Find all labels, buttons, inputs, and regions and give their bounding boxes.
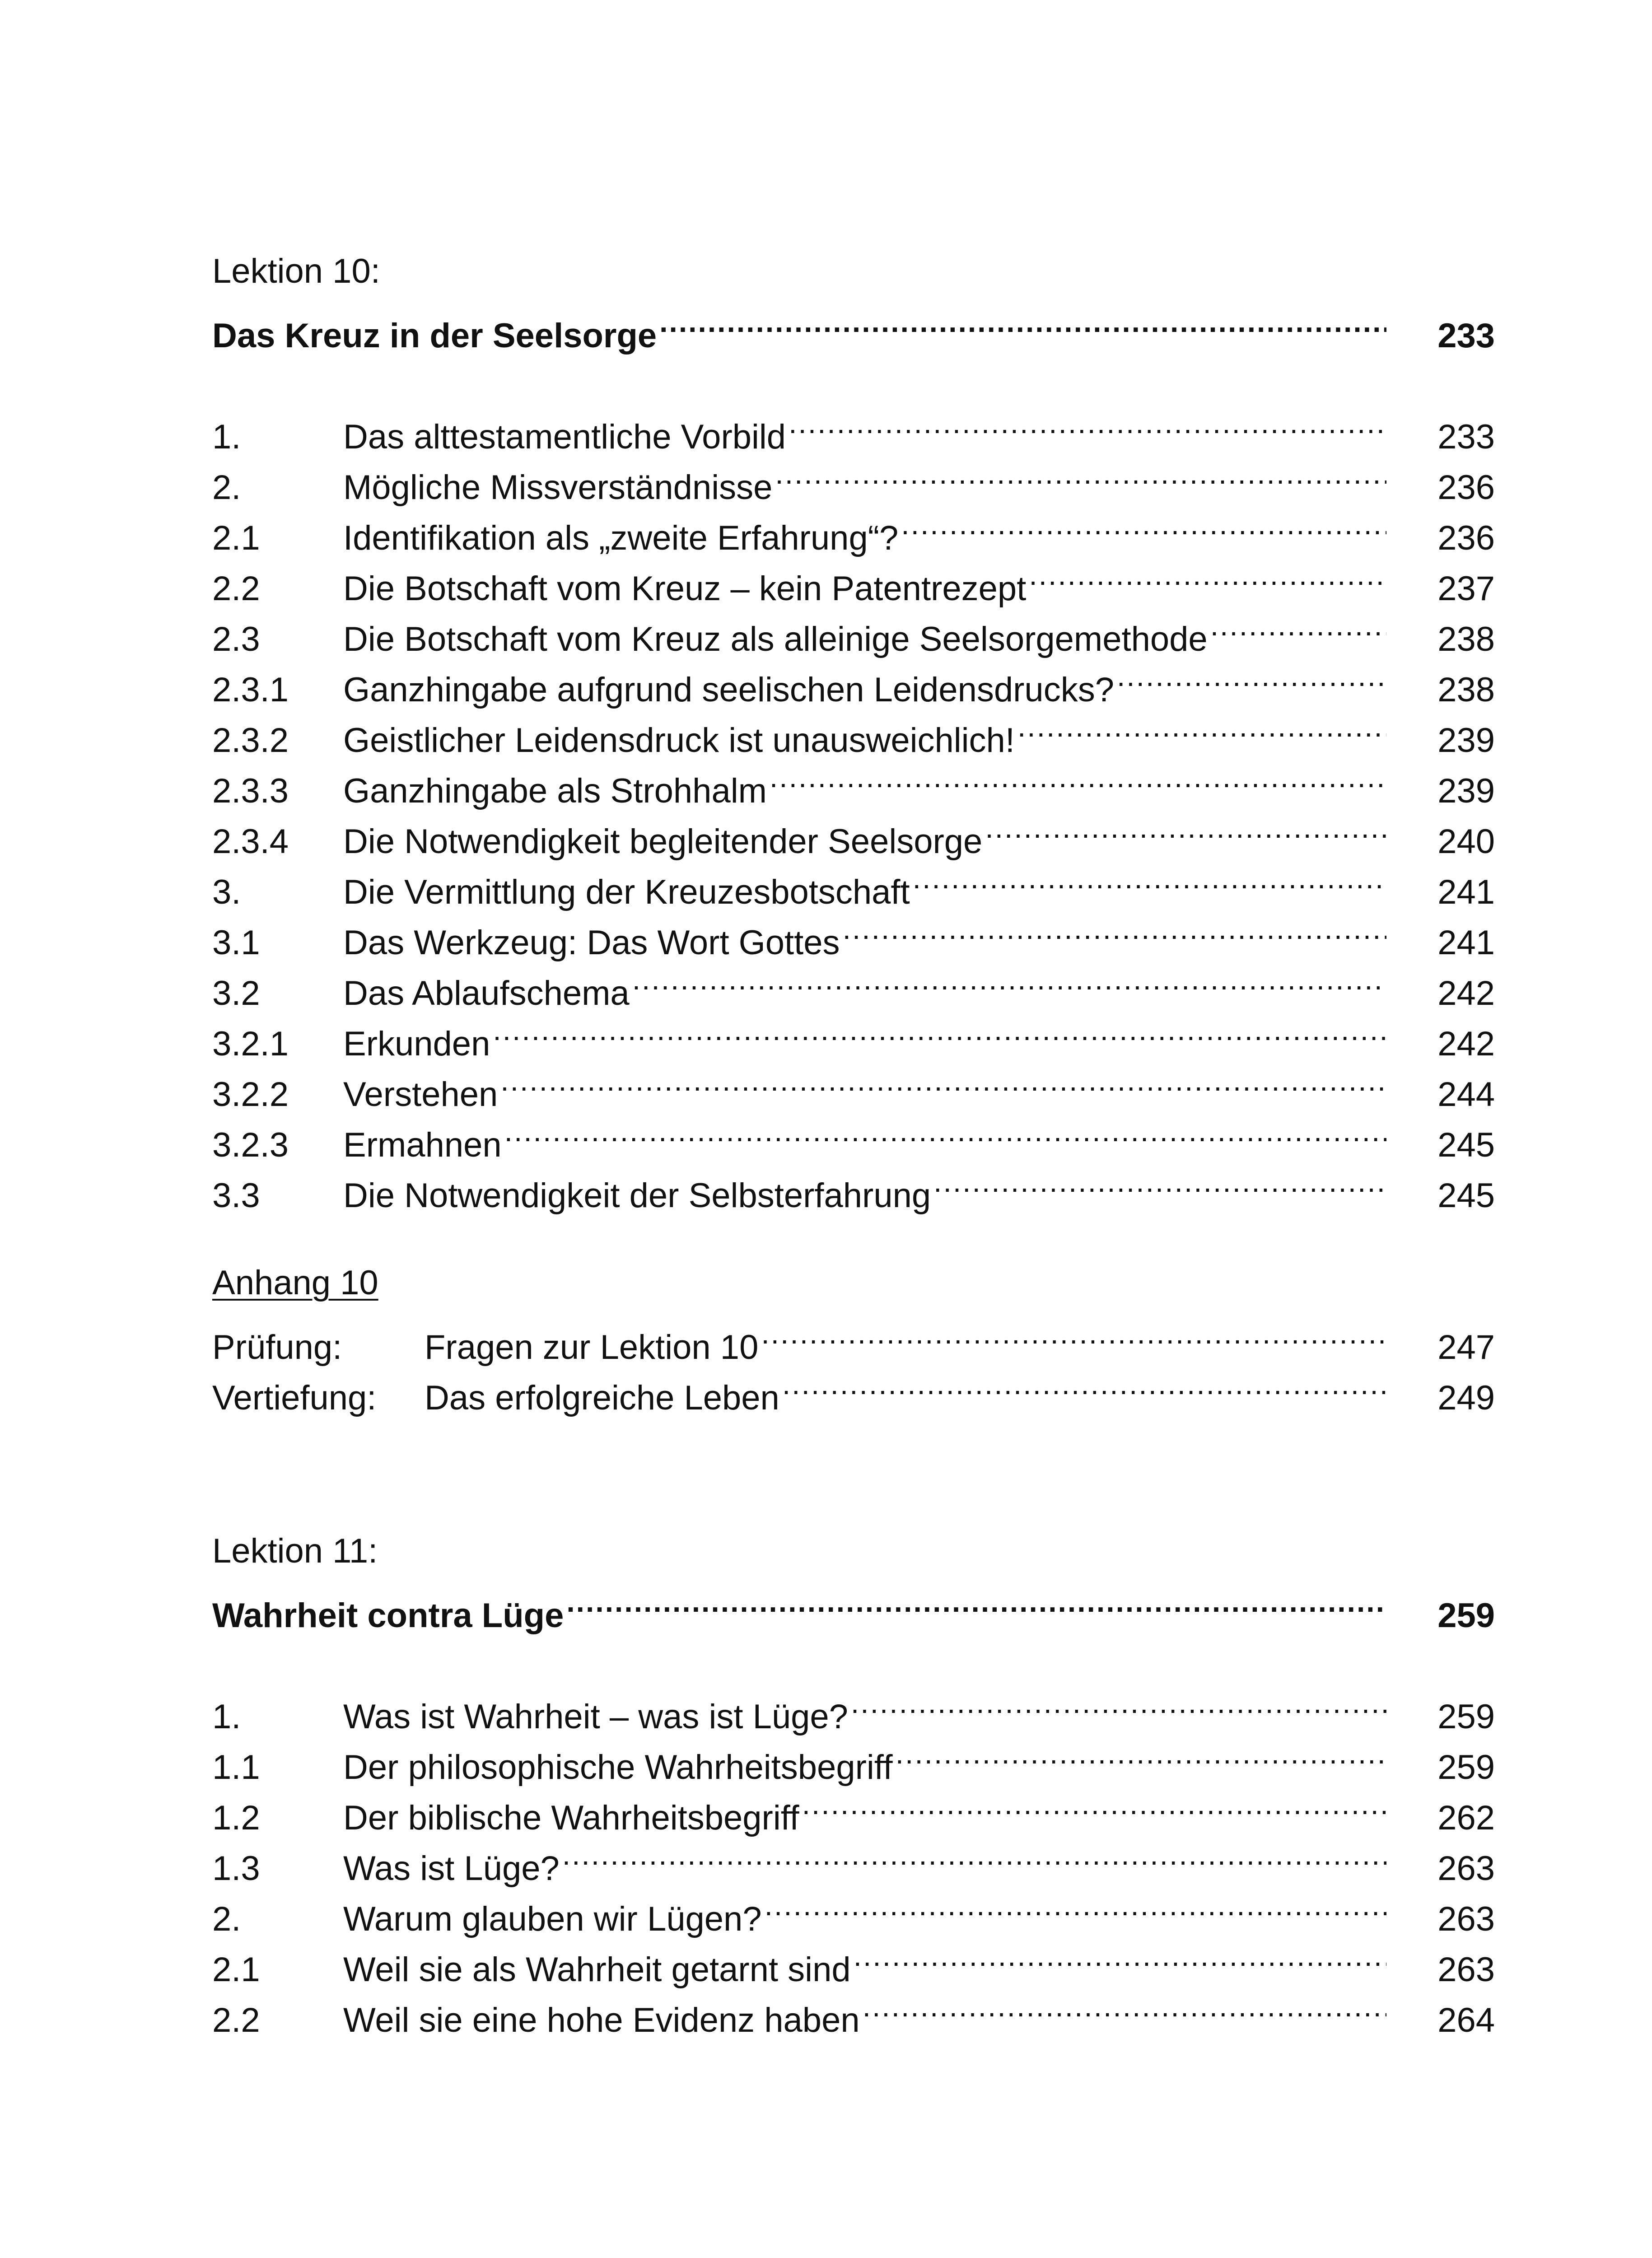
entry-page: 259: [1437, 1698, 1495, 1736]
dot-leader: [933, 1157, 1386, 1207]
entry-number: 2.2: [212, 2001, 260, 2039]
entry-page: 259: [1437, 1748, 1495, 1787]
entry-title: Die Vermittlung der Kreuzesbotschaft: [343, 873, 910, 911]
lesson-11-title: Wahrheit contra Lüge: [212, 1596, 564, 1635]
entry-number: 2.: [212, 1900, 241, 1938]
appendix-entry-title: Das erfolgreiche Leben: [425, 1379, 779, 1417]
entry-page: 263: [1437, 1900, 1495, 1938]
dot-leader: [632, 954, 1386, 1005]
entry-number: 2.3: [212, 620, 260, 658]
lesson-11-label-row: [212, 1526, 1495, 1577]
entry-title: Der philosophische Wahrheitsbegriff: [343, 1748, 893, 1787]
entry-page: 242: [1437, 974, 1495, 1012]
entry-number: 2.3.1: [212, 671, 289, 709]
appendix-entry-title: Fragen zur Lektion 10: [425, 1328, 759, 1367]
entry-title: Das Ablaufschema: [343, 974, 630, 1012]
entry-number: 3.2: [212, 974, 260, 1012]
entry-title: Ganzhingabe aufgrund seelischen Leidensdrucks?: [343, 671, 1114, 709]
entry-page: 239: [1437, 772, 1495, 810]
entry-page: 233: [1437, 418, 1495, 456]
entry-title: Ganzhingabe als Strohhalm: [343, 772, 767, 810]
dot-leader: [1117, 651, 1386, 701]
entry-page: 264: [1437, 2001, 1495, 2039]
dot-leader: [659, 297, 1386, 347]
entry-title: Geistlicher Leidensdruck ist unausweichlich!: [343, 721, 1015, 760]
lesson-10-title: Das Kreuz in der Seelsorge: [212, 317, 657, 355]
entry-number: 2.2: [212, 569, 260, 608]
entry-page: 263: [1437, 1849, 1495, 1888]
entry-number: 2.1: [212, 1950, 260, 1989]
entry-title: Erkunden: [343, 1025, 490, 1063]
dot-leader: [775, 448, 1386, 499]
dot-leader: [863, 1981, 1386, 2032]
dot-leader: [500, 1055, 1386, 1106]
appendix-entry-page: 249: [1437, 1379, 1495, 1417]
dot-leader: [1017, 701, 1386, 752]
entry-title: Weil sie eine hohe Evidenz haben: [343, 2001, 860, 2039]
dot-leader: [566, 1577, 1386, 1627]
entry-title: Weil sie als Wahrheit getarnt sind: [343, 1950, 851, 1989]
entry-number: 2.: [212, 468, 241, 507]
dot-leader: [802, 1779, 1386, 1829]
entry-number: 3.1: [212, 924, 260, 962]
dot-leader: [854, 1931, 1386, 1981]
dot-leader: [1210, 600, 1386, 651]
entry-number: 1.: [212, 418, 241, 456]
dot-leader: [782, 1359, 1386, 1409]
entry-number: 2.1: [212, 519, 260, 557]
entry-number: 3.2.1: [212, 1025, 289, 1063]
entry-page: 240: [1437, 822, 1495, 861]
entry-title: Identifikation als „zweite Erfahrung“?: [343, 519, 899, 557]
entry-number: 1.: [212, 1698, 241, 1736]
entry-title: Was ist Lüge?: [343, 1849, 560, 1888]
entry-number: 3.: [212, 873, 241, 911]
entry-title: Der biblische Wahrheitsbegriff: [343, 1799, 799, 1837]
dot-leader: [504, 1106, 1386, 1157]
entry-title: Die Notwendigkeit der Selbsterfahrung: [343, 1176, 931, 1215]
lesson-10-label-row: [212, 246, 1495, 297]
dot-leader: [985, 802, 1386, 853]
entry-number: 3.2.2: [212, 1075, 289, 1114]
dot-leader: [765, 1880, 1386, 1931]
dot-leader: [913, 853, 1386, 904]
entry-number: 2.3.4: [212, 822, 289, 861]
lesson-11-entries: [212, 1678, 1495, 2039]
entry-page: 236: [1437, 519, 1495, 557]
appendix-entry-label: Vertiefung:: [212, 1379, 377, 1417]
toc-entry: [212, 398, 1495, 456]
entry-number: 3.3: [212, 1176, 260, 1215]
lesson-10-entries: [212, 398, 1495, 1215]
spacer: [212, 1409, 1495, 1526]
dot-leader: [761, 1308, 1386, 1359]
entry-number: 1.1: [212, 1748, 260, 1787]
appendix-entry: [212, 1308, 1495, 1367]
entry-page: 262: [1437, 1799, 1495, 1837]
entry-number: 2.3.3: [212, 772, 289, 810]
entry-title: Das alttestamentliche Vorbild: [343, 418, 786, 456]
entry-page: 241: [1437, 924, 1495, 962]
lesson-11-title-row: [212, 1577, 1495, 1635]
entry-page: 242: [1437, 1025, 1495, 1063]
entry-title: Ermahnen: [343, 1126, 502, 1164]
dot-leader: [843, 904, 1386, 954]
entry-page: 238: [1437, 671, 1495, 709]
entry-number: 2.3.2: [212, 721, 289, 760]
entry-title: Verstehen: [343, 1075, 498, 1114]
entry-page: 263: [1437, 1950, 1495, 1989]
appendix-entry-page: 247: [1437, 1328, 1495, 1367]
entry-page: 241: [1437, 873, 1495, 911]
entry-page: 237: [1437, 569, 1495, 608]
dot-leader: [1029, 550, 1386, 600]
entry-page: 245: [1437, 1176, 1495, 1215]
dot-leader: [901, 499, 1386, 550]
entry-number: 1.2: [212, 1799, 260, 1837]
appendix-entry-label: Prüfung:: [212, 1328, 342, 1367]
entry-title: Was ist Wahrheit – was ist Lüge?: [343, 1698, 848, 1736]
entry-title: Warum glauben wir Lügen?: [343, 1900, 762, 1938]
dot-leader: [789, 398, 1386, 448]
dot-leader: [896, 1728, 1386, 1779]
dot-leader: [562, 1829, 1386, 1880]
entry-page: 239: [1437, 721, 1495, 760]
lesson-10-page: 233: [1437, 317, 1495, 355]
entry-number: 3.2.3: [212, 1126, 289, 1164]
appendix-10-heading-row: [212, 1258, 1495, 1308]
toc-entry: [212, 1678, 1495, 1736]
entry-number: 1.3: [212, 1849, 260, 1888]
entry-page: 245: [1437, 1126, 1495, 1164]
entry-title: Das Werkzeug: Das Wort Gottes: [343, 924, 840, 962]
entry-title: Die Notwendigkeit begleitender Seelsorge: [343, 822, 983, 861]
entry-title: Die Botschaft vom Kreuz als alleinige Seelsorgemethode: [343, 620, 1208, 658]
table-of-contents: [212, 246, 1495, 2039]
appendix-10-heading: Anhang 10: [212, 1264, 378, 1302]
dot-leader: [770, 752, 1386, 802]
dot-leader: [851, 1678, 1386, 1728]
entry-title: Die Botschaft vom Kreuz – kein Patentrezept: [343, 569, 1027, 608]
lesson-10-title-row: [212, 297, 1495, 355]
entry-page: 236: [1437, 468, 1495, 507]
entry-title: Mögliche Missverständnisse: [343, 468, 773, 507]
lesson-10-label: Lektion 10:: [212, 252, 380, 290]
dot-leader: [493, 1005, 1386, 1055]
lesson-11-page: 259: [1437, 1596, 1495, 1635]
lesson-11-label: Lektion 11:: [212, 1532, 378, 1570]
entry-page: 244: [1437, 1075, 1495, 1114]
entry-page: 238: [1437, 620, 1495, 658]
